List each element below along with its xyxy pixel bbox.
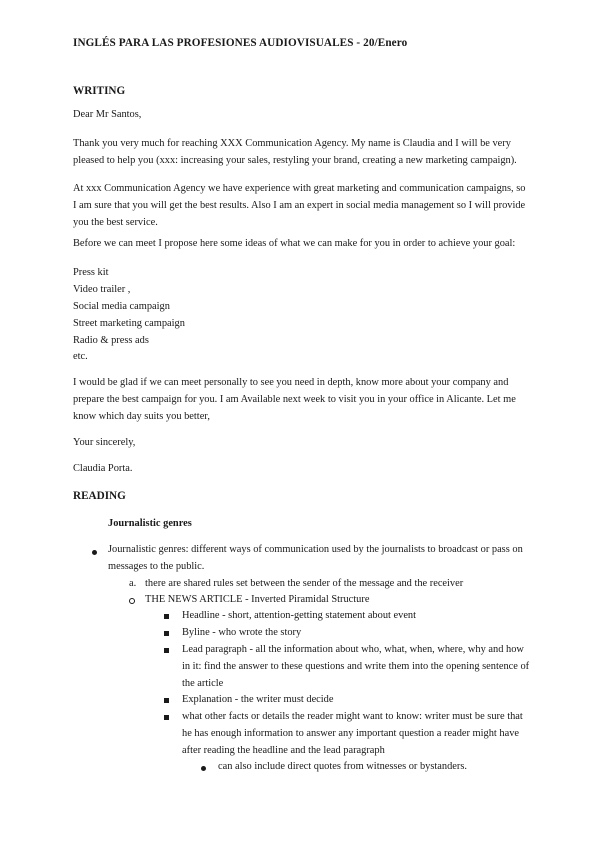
reading-heading: READING [73,490,126,502]
idea-item: etc. [73,351,88,362]
bullet-square-icon [164,698,169,703]
idea-item: Street marketing campaign [73,318,185,329]
list-item: can also include direct quotes from witnesses or bystanders. [218,761,468,772]
bullet-square-icon [164,648,169,653]
list-marker: a. [129,578,137,589]
paragraph-meeting: I would be glad if we can meet personally to see you need in depth, know more about your company and prepare the best campaign for you. I am Available next week to visit you in your office in Alicante. Let me know which day suits you better, [73,377,516,422]
salutation: Dear Mr Santos, [73,109,142,120]
idea-item: Radio & press ads [73,335,149,346]
bullet-square-icon [164,631,169,636]
signature: Claudia Porta. [73,463,133,474]
bullet-square-icon [164,715,169,720]
list-item: there are shared rules set between the sender of the message and the receiver [145,578,464,589]
idea-item: Social media campaign [73,301,170,312]
paragraph-experience: At xxx Communication Agency we have experience with great marketing and communication campaigns, so I am sure that you will get the best results. Also I am an expert in social media management so I will provide you the best service. [73,183,526,228]
bullet-square-icon [164,614,169,619]
list-item: Byline - who wrote the story [182,627,302,638]
writing-heading: WRITING [73,85,126,97]
list-item: what other facts or details the reader might want to know: writer must be sure that he has enough information to answer any important question a reader might have after reading the headline and the lead paragraph [182,711,523,756]
page-title: INGLÉS PARA LAS PROFESIONES AUDIOVISUALES - 20/Enero [73,37,408,49]
reading-subheading: Journalistic genres [108,518,192,529]
bullet-dot-icon [201,766,206,771]
list-item: Headline - short, attention-getting statement about event [182,610,417,621]
closing: Your sincerely, [73,437,136,448]
list-item: THE NEWS ARTICLE - Inverted Piramidal Structure [145,594,370,605]
idea-item: Press kit [73,267,109,278]
list-item: Lead paragraph - all the information about who, what, when, where, why and how in it: find the answer to these questions and write them into the opening sentence of the article [182,644,530,689]
paragraph-intro: Thank you very much for reaching XXX Communication Agency. My name is Claudia and I will be very pleased to help you (xxx: increasing your sales, restyling your brand, creating a new marketing campaign). [73,138,517,166]
bullet-dot-icon [92,550,97,555]
list-item: Journalistic genres: different ways of communication used by the journalists to broadcast or pass on messages to the public. [108,544,523,572]
bullet-circle-icon [129,598,135,604]
paragraph-proposal: Before we can meet I propose here some ideas of what we can make for you in order to achieve your goal: [73,238,516,249]
list-item: Explanation - the writer must decide [182,694,334,705]
idea-item: Video trailer , [73,284,131,295]
